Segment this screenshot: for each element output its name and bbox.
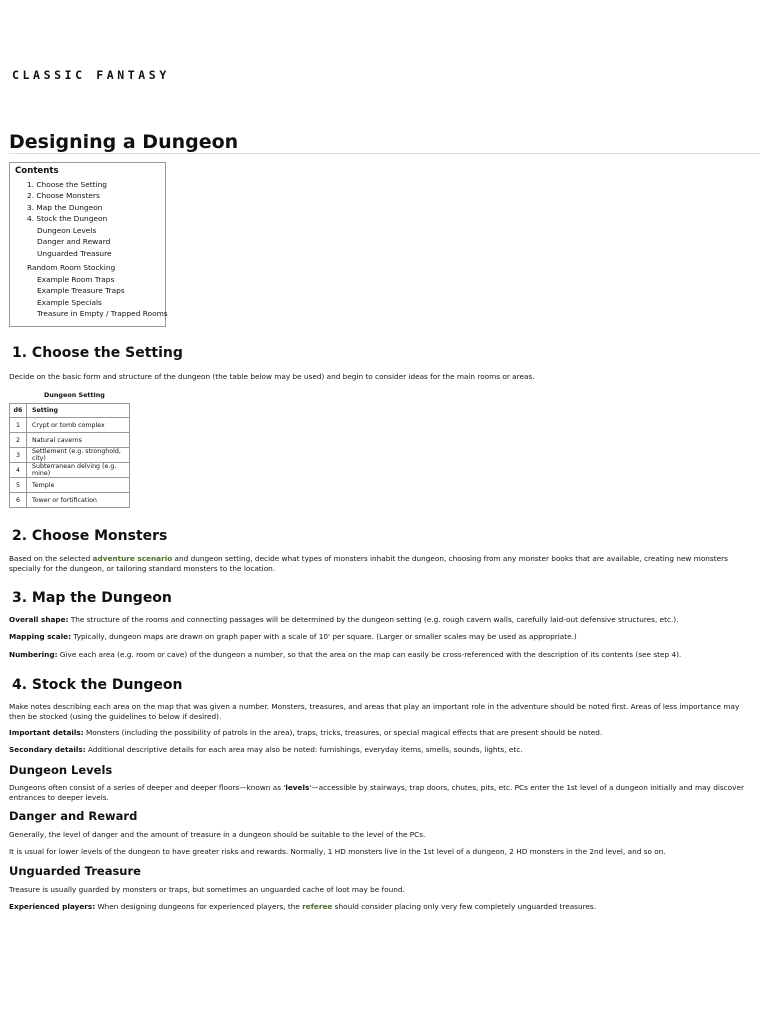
title-divider (9, 153, 760, 154)
table-cell-roll: 1 (10, 418, 27, 433)
toc-link-dungeon-levels[interactable]: Dungeon Levels (37, 225, 97, 235)
experienced-label: Experienced players: (9, 902, 96, 911)
table-row (10, 418, 130, 433)
table-header-setting: Setting (27, 404, 130, 418)
unguarded-text-1: Treasure is usually guarded by monsters or traps, but sometimes an unguarded cache of loot may be found. (9, 885, 405, 894)
heading-danger-reward: Danger and Reward (9, 809, 138, 823)
table-row (10, 463, 130, 478)
table-cell-roll: 4 (10, 463, 27, 478)
setting-text: Decide on the basic form and structure of the dungeon (the table below may be used) and begin to consider ideas for the main rooms or areas. (9, 372, 535, 381)
heading-dungeon-levels: Dungeon Levels (9, 763, 113, 777)
levels-text: Dungeons often consist of a series of deeper and deeper floors—known as 'levels'—accessible by stairways, trap doors, chutes, pits, etc. PCs enter the 1st level of a dungeon initially and may discover entrances to deeper levels. (9, 783, 744, 802)
toc-link-unguarded-treasure[interactable]: Unguarded Treasure (37, 248, 112, 258)
stock-intro-text: Make notes describing each area on the map that was given a number. Monsters, treasures, and areas that play an important role in the adventure should be noted first. Areas of less importance may then be stocked (using the guidelines to below if desired). (9, 702, 740, 721)
heading-choose-monsters: 2. Choose Monsters (12, 528, 168, 544)
table-cell-setting: Subterranean delving (e.g. mine) (27, 463, 130, 478)
toc-link-stock-dungeon[interactable]: 4. Stock the Dungeon (27, 214, 108, 223)
scale-label: Mapping scale: (9, 632, 72, 641)
toc-link-danger-reward[interactable]: Danger and Reward (37, 237, 111, 246)
shape-label: Overall shape: (9, 615, 69, 624)
table-cell-roll: 2 (10, 433, 27, 448)
map-numbering-text: Numbering: Give each area (e.g. room or cave) of the dungeon a number, so that the area on the map can easily be cross-referenced with the description of its contents (see step 4). (9, 650, 682, 659)
site-brand[interactable]: CLASSIC FANTASY (12, 68, 170, 82)
map-shape-text: Overall shape: The structure of the rooms and connecting passages will be determined by the dungeon setting (e.g. rough cavern walls, carefully laid-out defensive structures, etc.). (9, 615, 679, 624)
toc-link-random-room-stocking[interactable]: Random Room Stocking (27, 263, 116, 272)
numbering-label: Numbering: (9, 650, 58, 659)
table-row (10, 433, 130, 448)
stock-important-text: Important details: Monsters (including the possibility of patrols in the area), traps, tricks, treasures, or special magical effects that are present should be noted. (9, 728, 603, 737)
table-header-row (10, 404, 130, 418)
table-row (10, 478, 130, 493)
stock-secondary-text: Secondary details: Additional descriptive details for each area may also be noted: furnishings, everyday items, smells, sounds, lights, etc. (9, 745, 523, 754)
table-cell-setting: Temple (27, 478, 130, 493)
table-cell-setting: Natural caverns (27, 433, 130, 448)
toc-link-choose-setting[interactable]: 1. Choose the Setting (27, 179, 107, 189)
referee-link[interactable]: referee (302, 902, 333, 911)
table-of-contents (9, 162, 166, 327)
toc-link-map-dungeon[interactable]: 3. Map the Dungeon (27, 202, 103, 212)
heading-map-dungeon: 3. Map the Dungeon (12, 590, 172, 606)
toc-link-treasure-empty-rooms[interactable]: Treasure in Empty / Trapped Rooms (37, 309, 168, 318)
table-cell-setting: Tower or fortification (27, 493, 130, 508)
monsters-text: Based on the selected adventure scenario and dungeon setting, decide what types of monsters inhabit the dungeon, choosing from any monster books that are available, creating new monsters specially for the dungeon, or tailoring standard monsters to the location. (9, 554, 728, 573)
toc-link-example-treasure-traps[interactable]: Example Treasure Traps (37, 286, 125, 295)
table-row (10, 493, 130, 508)
table-caption: Dungeon Setting (44, 391, 105, 399)
table-cell-roll: 3 (10, 448, 27, 463)
table-header-d6: d6 (10, 404, 27, 418)
table-cell-setting: Settlement (e.g. stronghold, city) (27, 448, 130, 463)
heading-unguarded-treasure: Unguarded Treasure (9, 864, 141, 878)
danger-text-2: It is usual for lower levels of the dungeon to have greater risks and rewards. Normally, 1 HD monsters live in the 1st level of a dungeon, 2 HD monsters in the 2nd level, and so on. (9, 847, 666, 856)
dungeon-setting-table (9, 403, 130, 508)
heading-stock-dungeon: 4. Stock the Dungeon (12, 677, 183, 693)
table-cell-setting: Crypt or tomb complex (27, 418, 130, 433)
map-scale-text: Mapping scale: Typically, dungeon maps are drawn on graph paper with a scale of 10' per square. (Larger or smaller scales may be used as appropriate.) (9, 632, 577, 641)
table-cell-roll: 5 (10, 478, 27, 493)
levels-term: levels (285, 783, 310, 792)
toc-link-example-room-traps[interactable]: Example Room Traps (37, 274, 115, 284)
heading-choose-setting: 1. Choose the Setting (12, 345, 183, 361)
toc-title: Contents (15, 166, 59, 176)
toc-link-example-specials[interactable]: Example Specials (37, 297, 102, 307)
secondary-label: Secondary details: (9, 745, 86, 754)
table-cell-roll: 6 (10, 493, 27, 508)
important-label: Important details: (9, 728, 84, 737)
unguarded-text-2: Experienced players: When designing dungeons for experienced players, the referee should consider placing only very few completely unguarded treasures. (9, 902, 597, 911)
danger-text-1: Generally, the level of danger and the amount of treasure in a dungeon should be suitable to the level of the PCs. (9, 830, 426, 839)
adventure-scenario-link[interactable]: adventure scenario (92, 554, 173, 563)
table-row (10, 448, 130, 463)
page-title: Designing a Dungeon (9, 131, 239, 153)
toc-link-choose-monsters[interactable]: 2. Choose Monsters (27, 191, 100, 200)
